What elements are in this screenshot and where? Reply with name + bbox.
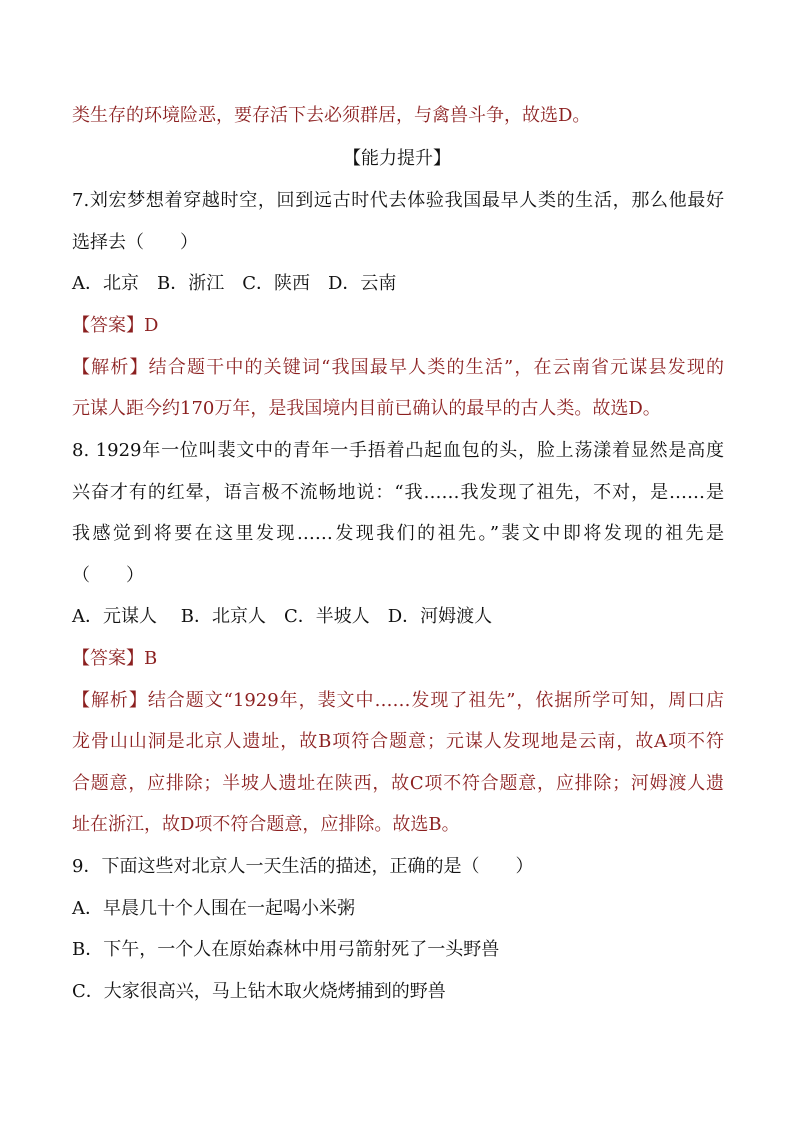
q8-stem-line-3: 我感觉到将要在这里发现……发现我们的祖先。”裴文中即将发现的祖先是 (72, 523, 724, 544)
q8-analysis-line-3: 合题意，应排除；半坡人遗址在陕西，故C项不符合题意，应排除；河姆渡人遗 (72, 773, 724, 794)
q7-stem-line-2: 选择去（ ） (72, 232, 198, 253)
q8-stem-line-1: 8. 1929年一位叫裴文中的青年一手捂着凸起血包的头，脸上荡漾着显然是高度 (72, 440, 724, 461)
q9-option-b: B．下午，一个人在原始森林中用弓箭射死了一头野兽 (72, 939, 500, 960)
q9-option-a: A．早晨几十个人围在一起喝小米粥 (72, 898, 355, 919)
q8-analysis-line-2: 龙骨山山洞是北京人遗址，故B项符合题意；元谋人发现地是云南，故A项不符 (72, 731, 724, 752)
q8-options: A．元谋人 B．北京人 C．半坡人 D．河姆渡人 (72, 606, 493, 627)
q7-answer: 【答案】D (72, 315, 159, 336)
previous-analysis-tail: 类生存的环境险恶，要存活下去必须群居，与禽兽斗争，故选D。 (72, 105, 591, 126)
q8-stem-line-2: 兴奋才有的红晕，语言极不流畅地说：“我……我发现了祖先，不对，是……是 (72, 482, 724, 503)
q8-analysis-line-1: 【解析】结合题文“1929年，裴文中……发现了祖先”，依据所学可知，周口店 (72, 690, 724, 711)
q7-stem-line-1: 7.刘宏梦想着穿越时空，回到远古时代去体验我国最早人类的生活，那么他最好 (72, 190, 724, 211)
q8-answer: 【答案】B (72, 648, 158, 669)
q7-analysis-line-2: 元谋人距今约170万年，是我国境内目前已确认的最早的古人类。故选D。 (72, 398, 661, 419)
q7-options: A．北京 B．浙江 C．陕西 D．云南 (72, 273, 397, 294)
q9-option-c: C．大家很高兴，马上钻木取火烧烤捕到的野兽 (72, 981, 446, 1002)
q7-analysis-line-1: 【解析】结合题干中的关键词“我国最早人类的生活”，在云南省元谋县发现的 (72, 357, 724, 378)
q8-stem-line-4: （ ） (72, 565, 144, 586)
section-heading: 【能力提升】 (343, 148, 451, 169)
q9-stem: 9．下面这些对北京人一天生活的描述，正确的是（ ） (72, 856, 534, 877)
q8-analysis-line-4: 址在浙江，故D项不符合题意，应排除。故选B。 (72, 814, 460, 835)
